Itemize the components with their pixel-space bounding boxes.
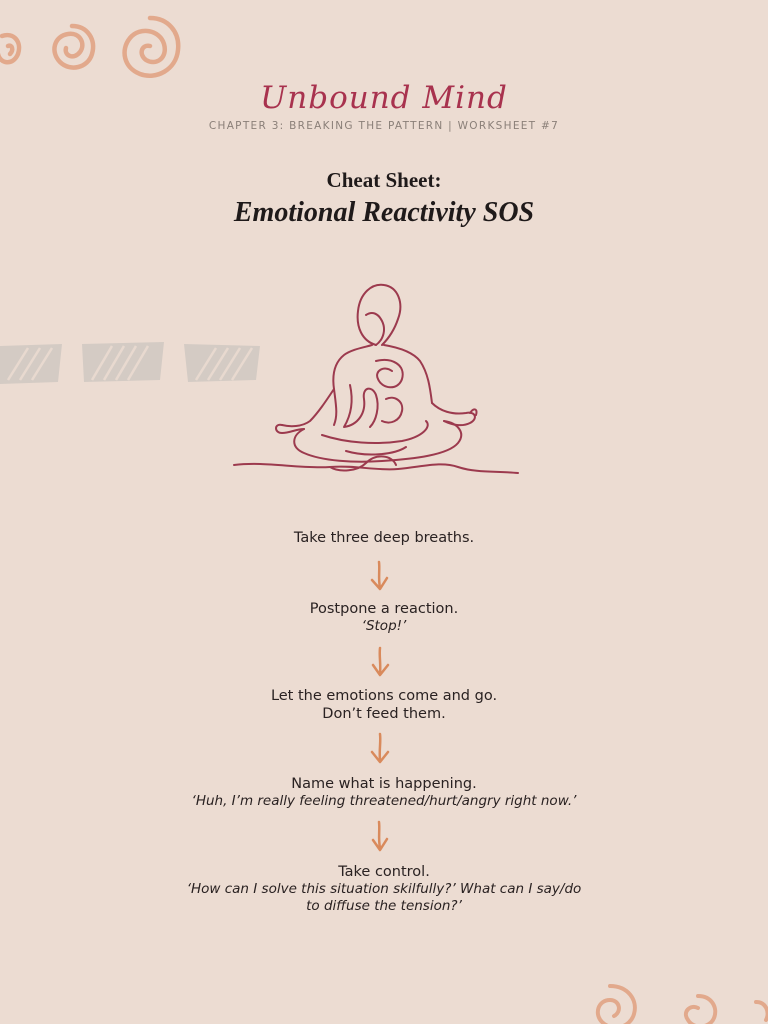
step-1-text: Take three deep breaths. [293,530,475,546]
step-1 [0,529,768,547]
sheet-label: Cheat Sheet: [326,168,442,192]
step-2 [0,600,768,635]
sheet-title: Emotional Reactivity SOS [233,197,535,228]
step-3-text-2: Don’t feed them. [322,706,446,722]
step-3 [0,687,768,723]
step-4 [0,775,768,810]
step-2-quote: ‘Stop!’ [361,618,407,634]
step-5-quote: ‘How can I solve this situation skilfully?’ What can I say/do [186,881,582,897]
chapter-subtitle: CHAPTER 3: BREAKING THE PATTERN | WORKSHEET #7 [208,120,560,132]
down-arrow-icon [368,732,392,766]
stripe-decoration [0,340,262,386]
swirl-decoration-bottom-right [580,980,768,1024]
meditating-figure-icon [226,275,526,485]
down-arrow-icon [368,560,392,594]
step-4-text: Name what is happening. [291,776,477,792]
step-5 [0,863,768,915]
step-4-quote: ‘Huh, I’m really feeling threatened/hurt/angry right now.’ [191,793,577,809]
step-3-text: Let the emotions come and go. [270,688,498,704]
step-5-text: Take control. [338,864,430,880]
step-2-text: Postpone a reaction. [309,601,459,617]
swirl-decoration-top-left [0,14,190,84]
step-5-quote-2: to diffuse the tension?’ [306,898,462,914]
brand-title: Unbound Mind [260,80,508,116]
down-arrow-icon [368,820,392,854]
down-arrow-icon [368,646,392,680]
